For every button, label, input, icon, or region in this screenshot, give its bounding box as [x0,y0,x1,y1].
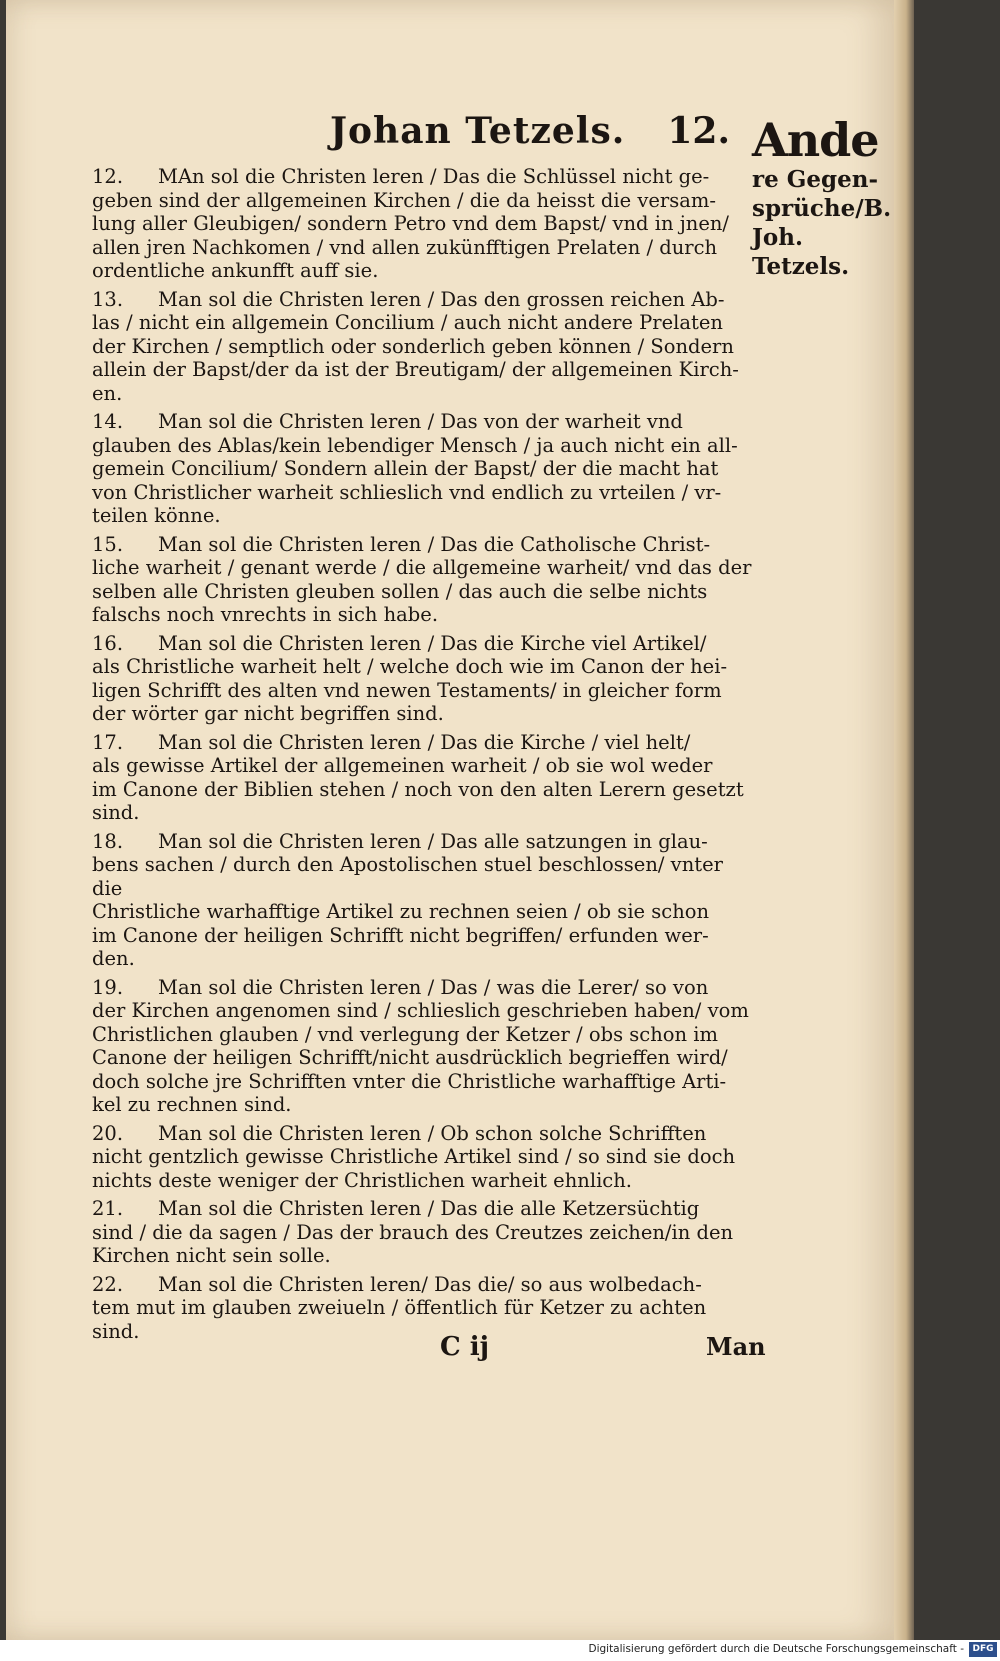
article-text: Man sol die Christen leren / Das von der warheit vnd [158,410,683,433]
text-line: Christliche warhafftige Artikel zu rechnen seien / ob sie schon [92,900,710,923]
article-paragraph [92,632,752,726]
article-number: 18. [92,829,124,853]
article-number: 16. [92,631,124,655]
text-line [92,1273,752,1297]
text-line: liche warheit / genant werde / die allgemeine warheit/ vnd das der [92,556,752,579]
article-text: Man sol die Christen leren / Das / was die Lerer/ so von [158,975,709,999]
article-paragraph [92,165,752,283]
margin-note-line: re Gegen- [752,166,879,193]
running-title: Johan Tetzels. [330,110,626,152]
margin-note [752,115,892,281]
text-line: der Kirchen angenomen sind / schlieslich geschrieben haben/ vom [92,999,749,1022]
text-line [92,1122,752,1146]
text-line: allen jren Nachkomen / vnd allen zukünfftigen Prelaten / durch [92,235,718,259]
article-number: 17. [92,730,124,754]
text-line: las / nicht ein allgemein Concilium / auch nicht andere Prelaten [92,311,723,334]
text-line: allein der Bapst/der da ist der Breutigam/ der allgemeinen Kirch- [92,358,739,381]
article-number: 14. [92,410,124,433]
text-line: doch solche jre Schrifften vnter die Christliche warhafftige Arti- [92,1069,727,1093]
article-text: Man sol die Christen leren / Das die Catholische Christ- [158,532,711,556]
margin-note-initial: Ande [752,113,879,167]
text-line [92,1197,752,1221]
text-line: sind. [92,1319,140,1343]
article-paragraph [92,1122,752,1193]
article-text: Man sol die Christen leren / Das die alle Ketzersüchtig [158,1197,700,1220]
article-text: Man sol die Christen leren / Das die Kirche / viel helt/ [158,730,691,754]
text-line: en. [92,381,123,405]
text-line: der Kirchen / semptlich oder sonderlich geben können / Sondern [92,334,734,358]
margin-note-line: sprüche/B. [752,195,892,222]
article-number: 13. [92,287,124,311]
text-line [92,830,752,854]
text-line: ligen Schrifft des alten vnd newen Testaments/ in gleicher form [92,678,722,702]
text-line [92,976,752,1000]
article-number: 15. [92,532,124,556]
text-line: ordentliche ankunfft auff sie. [92,259,379,282]
article-text: Man sol die Christen leren/ Das die/ so aus wolbedach- [158,1272,702,1296]
text-line: falschs noch vnrechts in sich habe. [92,603,439,626]
text-line: Canone der heiligen Schrifft/nicht ausdrücklich begrieffen wird/ [92,1046,728,1069]
article-number: 22. [92,1272,124,1296]
text-line: bens sachen / durch den Apostolischen stuel beschlossen/ vnter die [92,853,723,900]
text-line: geben sind der allgemeinen Kirchen / die da heisst die versam- [92,188,716,212]
text-line: gemein Concilium/ Sondern allein der Bapst/ der die macht hat [92,457,719,480]
text-line: teilen könne. [92,504,221,527]
page-edge [894,0,914,1640]
article-text: Man sol die Christen leren / Ob schon solche Schrifften [158,1121,707,1145]
signature-mark: C ij [440,1332,490,1362]
text-line: nichts deste weniger der Christlichen warheit ehnlich. [92,1168,632,1192]
article-paragraph [92,1273,752,1344]
dfg-logo: DFG [969,1642,997,1657]
article-text: Man sol die Christen leren / Das alle satzungen in glau- [158,829,708,853]
article-paragraph [92,976,752,1117]
digitization-credit: Digitalisierung gefördert durch die Deutsche Forschungsgemeinschaft - [588,1643,964,1655]
article-text: MAn sol die Christen leren / Das die Schlüssel nicht ge- [158,165,710,188]
catchword: Man [706,1332,766,1361]
text-line: im Canone der Biblien stehen / noch von den alten Lerern gesetzt [92,777,744,801]
text-line: kel zu rechnen sind. [92,1093,292,1116]
text-line: sind / die da sagen / Das der brauch des Creutzes zeichen/in den [92,1220,734,1244]
text-line: tem mut im glauben zweiueln / öffentlich für Ketzer zu achten [92,1296,707,1319]
page-header [300,110,730,160]
article-text: Man sol die Christen leren / Das den grossen reichen Ab- [158,287,725,311]
text-line [92,410,752,434]
article-number: 19. [92,975,124,999]
text-line: Christlichen glauben / vnd verlegung der Ketzer / obs schon im [92,1022,718,1046]
text-line: von Christlicher warheit schlieslich vnd endlich zu vrteilen / vr- [92,480,722,504]
text-line: sind. [92,801,140,824]
text-line: als Christliche warheit helt / welche doch wie im Canon der hei- [92,655,728,678]
text-line: im Canone der heiligen Schrifft nicht begriffen/ erfunden wer- [92,923,709,947]
article-paragraph [92,288,752,406]
text-line: lung aller Gleubigen/ sondern Petro vnd dem Bapst/ vnd in jnen/ [92,212,730,235]
article-number: 20. [92,1121,124,1145]
text-line: als gewisse Artikel der allgemeinen warheit / ob sie wol weder [92,754,713,777]
text-line [92,288,752,312]
text-line [92,632,752,656]
text-line: selben alle Christen gleuben sollen / das auch die selbe nichts [92,579,708,603]
article-paragraph [92,830,752,971]
article-paragraph [92,1197,752,1268]
folio-number: 12. [667,110,730,152]
text-line: glauben des Ablas/kein lebendiger Mensch / ja auch nicht ein all- [92,433,738,457]
article-paragraph [92,410,752,528]
footer-bar [0,1640,1000,1661]
article-paragraph [92,731,752,825]
page-body [92,165,752,1348]
text-line: Kirchen nicht sein solle. [92,1244,331,1267]
text-line: nicht gentzlich gewisse Christliche Artikel sind / so sind sie doch [92,1145,736,1168]
text-line [92,731,752,755]
article-number: 21. [92,1197,124,1220]
text-line: den. [92,947,135,970]
article-paragraph [92,533,752,627]
text-line [92,533,752,557]
article-text: Man sol die Christen leren / Das die Kirche viel Artikel/ [158,631,707,655]
text-line: der wörter gar nicht begriffen sind. [92,702,444,725]
article-number: 12. [92,165,124,188]
text-line [92,165,752,189]
margin-note-line: Joh. Tetzels. [752,224,850,280]
